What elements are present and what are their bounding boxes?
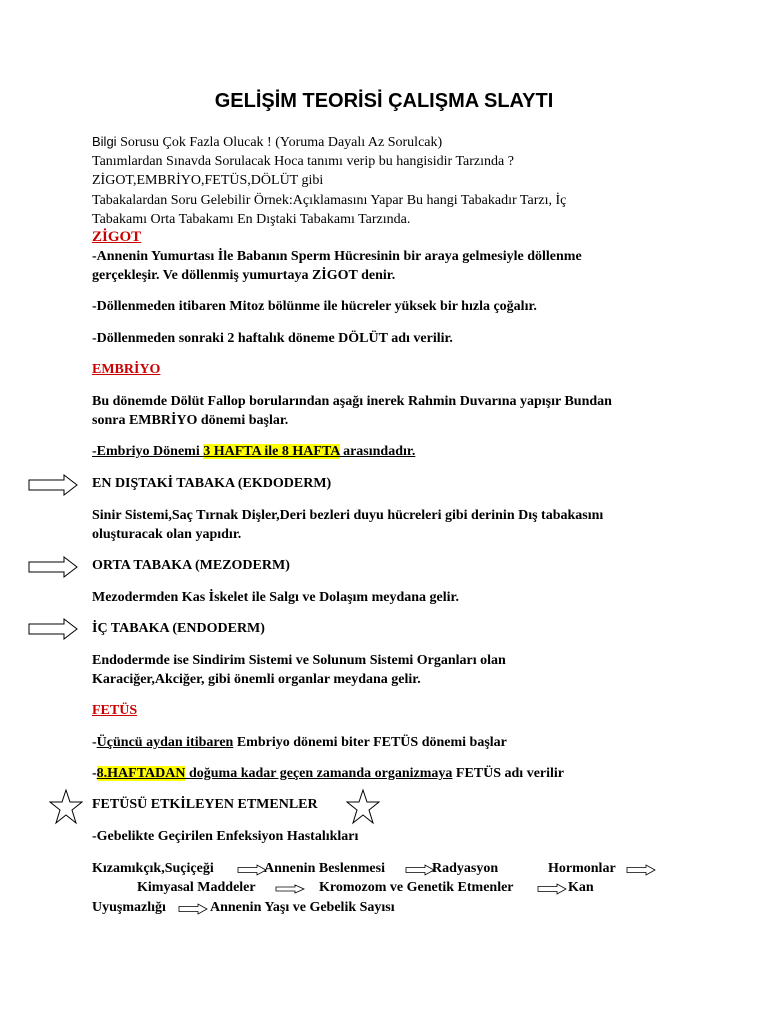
embriyo-duration-pre: -Embriyo Dönemi [92, 444, 204, 459]
factor-yas: Annenin Yaşı ve Gebelik Sayısı [210, 900, 395, 915]
right-arrow-icon [537, 883, 567, 895]
embriyo-para-1a: Bu dönemde Dölüt Fallop borularından aşağı inerek Rahmin Duvarına yapışır Bundan [92, 394, 612, 409]
embriyo-heading: EMBRİYO [92, 362, 161, 377]
factor-kizamikcik: Kızamıkçık,Suçiçeği [92, 861, 214, 876]
ektoderm-heading: EN DIŞTAKİ TABAKA (EKDODERM) [92, 476, 332, 491]
mezoderm-text: Mezodermden Kas İskelet ile Salgı ve Dolaşım meydana gelir. [92, 590, 459, 605]
right-arrow-icon [28, 556, 78, 578]
factor-infection: -Gebelikte Geçirilen Enfeksiyon Hastalıkları [92, 829, 359, 844]
intro-line-4: Tabakalardan Soru Gelebilir Örnek:Açıklamasını Yapar Bu hangi Tabakadır Tarzı, İç [92, 193, 567, 208]
star-icon [49, 789, 83, 825]
embriyo-para-1b: sonra EMBRİYO dönemi başlar. [92, 413, 289, 428]
zigot-heading: ZİGOT [92, 229, 142, 245]
right-arrow-icon [405, 864, 435, 876]
endoderm-heading: İÇ TABAKA (ENDODERM) [92, 621, 265, 636]
right-arrow-icon [626, 864, 656, 876]
fetus-para-1 [92, 735, 507, 751]
right-arrow-icon [28, 618, 78, 640]
factor-kan: Kan [568, 880, 594, 895]
page-title: GELİŞİM TEORİSİ ÇALIŞMA SLAYTI [214, 90, 554, 112]
right-arrow-icon [178, 903, 208, 915]
embriyo-duration-post: arasındadır. [339, 444, 416, 459]
right-arrow-icon [28, 474, 78, 496]
intro-line-2: Tanımlardan Sınavda Sorulacak Hoca tanımı verip bu hangisidir Tarzında ? [92, 154, 514, 169]
zigot-para-2: -Döllenmeden itibaren Mitoz bölünme ile hücreler yüksek bir hızla çoğalır. [92, 299, 537, 314]
zigot-para-3: -Döllenmeden sonraki 2 haftalık döneme DÖLÜT adı verilir. [92, 331, 453, 346]
fetus-para-1-underline: Üçüncü aydan itibaren [96, 735, 234, 750]
factors-heading: FETÜSÜ ETKİLEYEN ETMENLER [92, 797, 318, 812]
intro-line-3: ZİGOT,EMBRİYO,FETÜS,DÖLÜT gibi [92, 173, 324, 188]
intro-line-1-rest: Sorusu Çok Fazla Olucak ! (Yoruma Dayalı Az Sorulcak) [116, 135, 443, 150]
factor-hormonlar: Hormonlar [548, 861, 616, 876]
zigot-para-1b: gerçekleşir. Ve döllenmiş yumurtaya ZİGOT denir. [92, 268, 396, 283]
fetus-para-1-pre: - [92, 735, 97, 750]
fetus-heading: FETÜS [92, 703, 138, 718]
factor-beslenme: Annenin Beslenmesi [264, 861, 385, 876]
intro-line-1 [92, 132, 442, 152]
fetus-para-2-pre: - [92, 766, 97, 781]
intro-line-1-start: Bilgi [92, 134, 117, 149]
fetus-para-1-post: Embriyo dönemi biter FETÜS dönemi başlar [233, 735, 507, 750]
fetus-para-2-post: FETÜS adı verilir [452, 766, 565, 781]
endoderm-text-b: Karaciğer,Akciğer, gibi önemli organlar meydana gelir. [92, 672, 421, 687]
factor-kimyasal: Kimyasal Maddeler [137, 880, 256, 895]
fetus-para-2-highlight: 8.HAFTADAN [96, 766, 186, 781]
mezoderm-heading: ORTA TABAKA (MEZODERM) [92, 558, 290, 573]
embriyo-duration-highlight: 3 HAFTA ile 8 HAFTA [203, 444, 340, 459]
factor-radyasyon: Radyasyon [432, 861, 499, 876]
ektoderm-text-b: oluşturacak olan yapıdır. [92, 527, 242, 542]
right-arrow-icon [237, 864, 267, 876]
endoderm-text-a: Endodermde ise Sindirim Sistemi ve Solunum Sistemi Organları olan [92, 653, 506, 668]
star-icon [346, 789, 380, 825]
right-arrow-icon [275, 884, 305, 894]
fetus-para-2 [92, 766, 564, 782]
ektoderm-text-a: Sinir Sistemi,Saç Tırnak Dişler,Deri bezleri duyu hücreleri gibi derinin Dış tabakasını [92, 508, 604, 523]
factor-kromozom: Kromozom ve Genetik Etmenler [319, 880, 514, 895]
factor-uyusmazligi: Uyuşmazlığı [92, 900, 166, 915]
intro-line-5: Tabakamı Orta Tabakamı En Dıştaki Tabakamı Tarzında. [92, 212, 411, 227]
zigot-para-1a: -Annenin Yumurtası İle Babanın Sperm Hücresinin bir araya gelmesiyle döllenme [92, 249, 582, 264]
fetus-para-2-underline: doğuma kadar geçen zamanda organizmaya [185, 766, 453, 781]
embriyo-duration [92, 444, 415, 460]
